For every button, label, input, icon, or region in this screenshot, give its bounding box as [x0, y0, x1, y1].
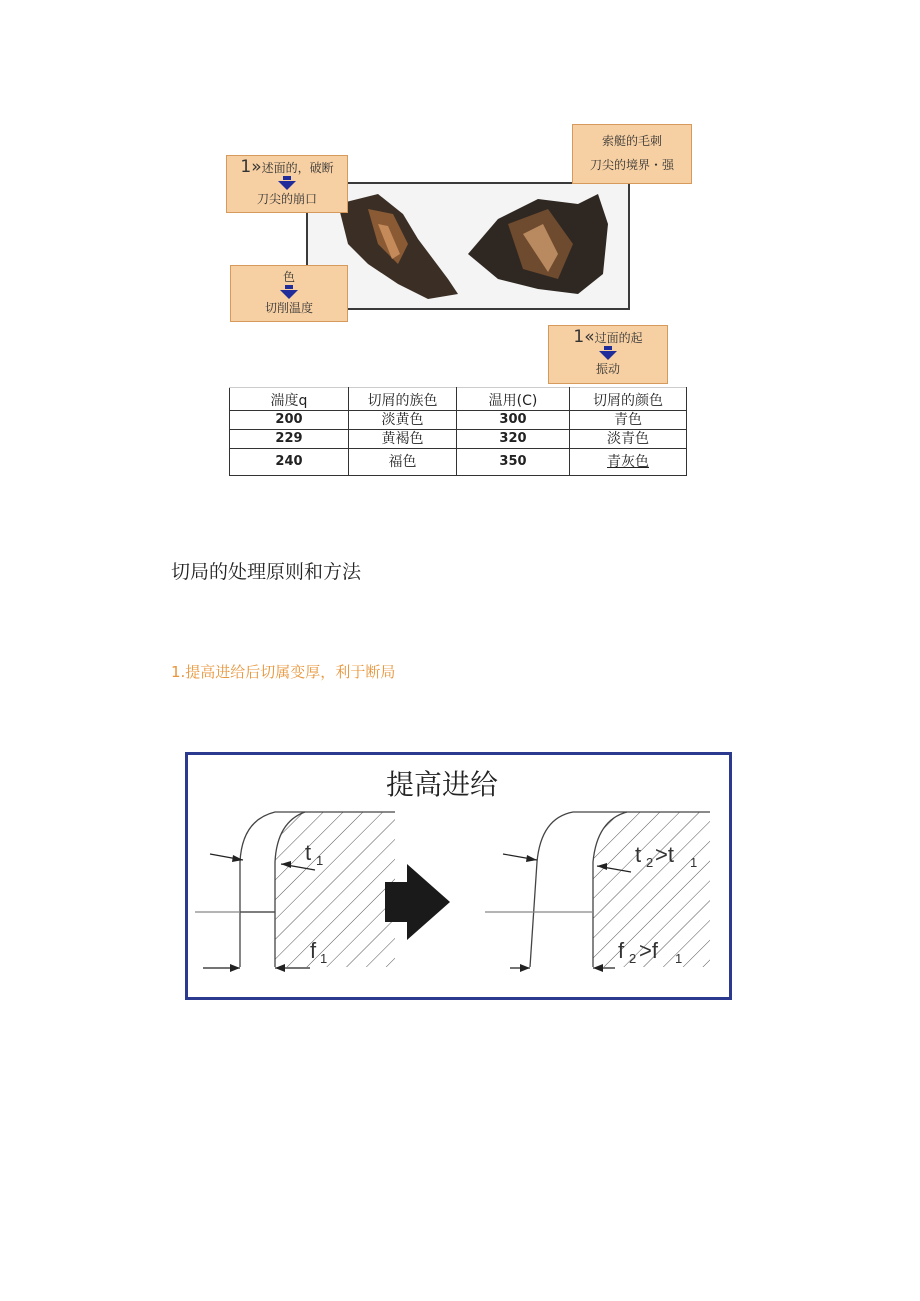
table-cell: 320: [457, 430, 570, 449]
increase-feed-svg: [185, 752, 732, 1000]
right-t-sub: 2: [646, 855, 654, 870]
table-header: 切屑的颜色: [570, 388, 687, 411]
table-cell: 200: [230, 411, 349, 430]
right-t-label: t: [635, 842, 642, 867]
arrow-down-icon: [604, 346, 612, 350]
arrow-down-icon: [278, 181, 296, 190]
right-t-compare: >t: [655, 842, 674, 867]
table-row: [230, 430, 687, 449]
table-cell: 淡青色: [570, 430, 687, 449]
chip-photo: [306, 182, 630, 310]
callout-number: 1«: [573, 327, 595, 347]
chip-photo-image: [308, 184, 628, 308]
arrow-down-icon: [283, 176, 291, 180]
chip-color-table: [229, 387, 687, 476]
callout-burr: [572, 124, 692, 184]
table-cell: 黄褐色: [349, 430, 457, 449]
section-subtitle: 1.提高进给后切属变厚，利于断局: [171, 663, 396, 681]
callout-cutting-temperature: [230, 265, 348, 322]
table-row: [230, 449, 687, 476]
left-f-label: f: [310, 938, 317, 963]
table-cell: 青灰色: [570, 449, 687, 476]
diagram-title: 提高进给: [385, 769, 499, 800]
right-f-compare: >f: [639, 938, 658, 963]
table-header: 温用(C): [457, 388, 570, 411]
table-row: [230, 411, 687, 430]
left-t-sub: 1: [316, 853, 324, 868]
callout-text: 切削温度: [264, 301, 313, 315]
callout-text: 刀尖的境界・强: [589, 158, 674, 172]
arrow-down-icon: [599, 351, 617, 360]
table-cell: 229: [230, 430, 349, 449]
right-f-compare-sub: 1: [675, 951, 683, 966]
callout-text: 刀尖的崩口: [256, 192, 317, 206]
increase-feed-diagram: [185, 752, 732, 1000]
right-f-sub: 2: [629, 951, 637, 966]
table-cell: 350: [457, 449, 570, 476]
table-header-row: [230, 388, 687, 411]
right-f-label: f: [618, 938, 625, 963]
chip-appearance-figure: [226, 120, 692, 388]
callout-text: 色: [282, 270, 295, 284]
left-t-label: t: [305, 840, 312, 865]
callout-text: 述面的，破断: [261, 161, 334, 175]
callout-edge-chipping: [226, 155, 348, 213]
table-cell: 淡黄色: [349, 411, 457, 430]
right-t-compare-sub: 1: [690, 855, 698, 870]
arrow-down-icon: [280, 290, 298, 299]
table-header: 切屑的族色: [349, 388, 457, 411]
table-cell: 青色: [570, 411, 687, 430]
callout-text: 过面的起: [594, 331, 643, 345]
arrow-down-icon: [285, 285, 293, 289]
table-cell: 240: [230, 449, 349, 476]
table-cell: 福色: [349, 449, 457, 476]
section-title: 切局的处理原则和方法: [171, 561, 362, 583]
callout-text: 振动: [595, 362, 620, 376]
callout-text: 索艇的毛刺: [601, 134, 662, 148]
table-cell: 300: [457, 411, 570, 430]
left-f-sub: 1: [320, 951, 328, 966]
table-header: 湍度q: [230, 388, 349, 411]
callout-vibration: [548, 325, 668, 384]
callout-number: 1»: [240, 157, 262, 177]
